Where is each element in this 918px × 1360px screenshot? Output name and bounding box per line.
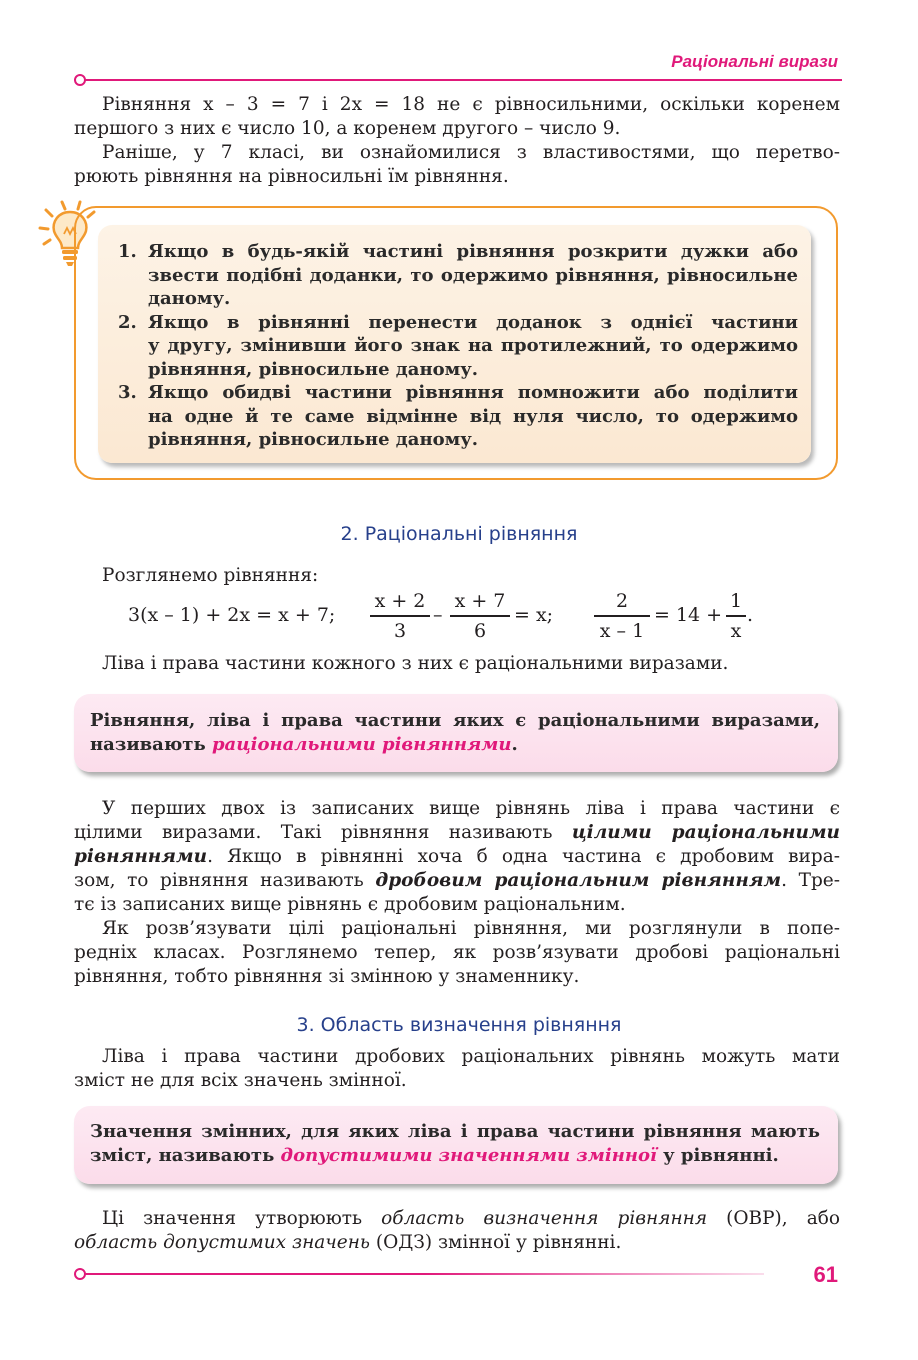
section-heading: 2. Раціональні рівняння: [340, 523, 578, 545]
body-paragraph: Ліва і права частини дробових раціональних рівнянь можуть мати зміст не для всіх значень змінної.: [74, 1046, 840, 1091]
after-equations-paragraph: Ліва і права частини кожного з них є раціональними виразами.: [102, 653, 729, 674]
equations-display: 3(x – 1) + 2x = x + 7; x + 2 3 – x + 7 6 = x; 2 x – 1 = 14 + 1 x .: [128, 590, 754, 642]
list-item: 2. Якщо в рівнянні перенести доданок з однієї частини у другу, змінивши його знак на протилежний, то одержимо рівняння, рівносильне даному.: [118, 311, 798, 380]
fraction: 2 x – 1: [594, 590, 650, 642]
list-item: 1. Якщо в будь-якій частині рівняння розкрити дужки або звести подібні доданки, то одержимо рівняння, рівносильне даному.: [118, 241, 798, 309]
intro-paragraph: Рівняння x – 3 = 7 і 2x = 18 не є рівносильними, оскільки коренем першого з них є число 10, а коренем другого – число 9. Раніше, у 7 класі, ви ознайомилися з властивостями, що перетво- рюють рівняння на рівносильні їм рівняння.: [74, 94, 840, 187]
consider-paragraph: Розглянемо рівняння:: [102, 565, 319, 586]
highlighted-term: допустимими значеннями змінної: [280, 1145, 657, 1166]
equivalence-rules-list: [118, 240, 798, 452]
fraction: 1 x: [726, 590, 746, 642]
footer-rule: [74, 1273, 764, 1275]
page-number: 61: [813, 1262, 838, 1287]
definition-rational-equations: Рівняння, ліва і права частини яких є раціональними виразами, називають раціональними рівняннями.: [90, 710, 820, 755]
body-paragraph: У перших двох із записаних вище рівнянь ліва і права частини є цілими виразами. Такі рівняння називають цілими раціональними рівняннями. Якщо в рівнянні хоча б одна частина є дробовим вира- зом, то рівняння називають дробовим раціональним рівнянням. Тре- тє із записаних вище рівнянь є дробовим раціональним. Як розв’язувати цілі раціональні рівняння, ми розглянули в попе- редніх класах. Розглянемо тепер, як розв’язувати дробові раціональні рівняння, тобто рівняння зі змінною у знаменнику.: [74, 798, 841, 987]
running-header: Раціональні вирази: [671, 52, 838, 71]
body-paragraph: Ці значення утворюють область визначення рівняння (ОВР), або область допустимих значень (ОДЗ) змінної у рівнянні.: [74, 1208, 840, 1253]
definition-admissible-values: Значення змінних, для яких ліва і права частини рівняння мають зміст, називають допустимими значеннями змінної у рівнянні.: [90, 1121, 820, 1166]
equation-1: 3(x – 1) + 2x = x + 7;: [128, 604, 336, 626]
list-item: 3. Якщо обидві частини рівняння помножити або поділити на одне й те саме відмінне від нуля число, то одержимо рівняння, рівносильне даному.: [118, 382, 798, 450]
section-heading: 3. Область визначення рівняння: [296, 1014, 622, 1036]
header-rule: [74, 79, 842, 81]
fraction: x + 2 3: [370, 590, 430, 642]
highlighted-term: раціональними рівняннями: [211, 734, 512, 755]
fraction: x + 7 6: [450, 590, 510, 642]
